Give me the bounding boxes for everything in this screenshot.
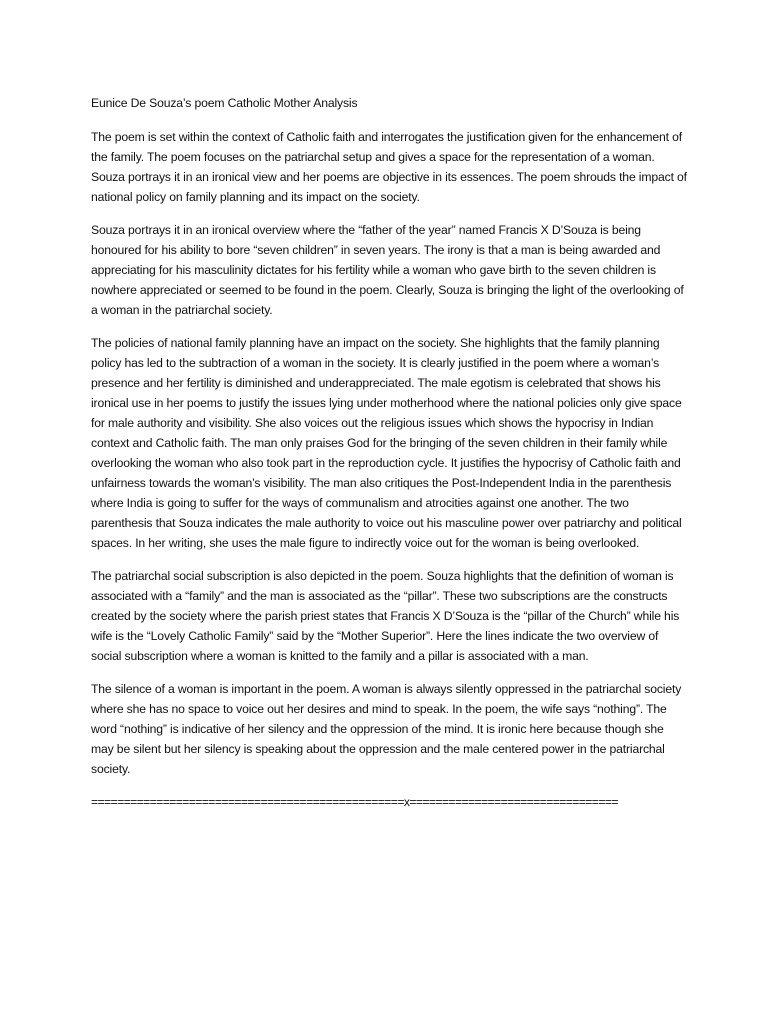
paragraph-5: The silence of a woman is important in the poem. A woman is always silently oppressed in the patriarchal society where she has no space to voice out her desires and mind to speak. In the poem, the wife says “nothing”. The word “nothing” is indicative of her silency and the oppression of the mind. It is ironic here because though she may be silent but her silency is speaking about the oppression and the male centered power in the patriarchal society.: [91, 682, 682, 776]
paragraph-1: The poem is set within the context of Catholic faith and interrogates the justification given for the enhancement of the family. The poem focuses on the patriarchal setup and gives a space for the representation of a woman. Souza portrays it in an ironical view and her poems are objective in its essences. The poem shrouds the impact of national policy on family planning and its impact on the society.: [91, 130, 687, 204]
paragraph-3: The policies of national family planning have an impact on the society. She highlights that the family planning policy has led to the subtraction of a woman in the society. It is clearly justified in the poem where a woman’s presence and her fertility is diminished and underappreciated. The male egotism is celebrated that shows his ironical use in her poems to justify the issues lying under motherhood where the national policies only give space for male authority and visibility. She also voices out the religious issues which shows the hypocrisy in Indian context and Catholic faith. The man only praises God for the bringing of the seven children in their family while overlooking the woman who also took part in the reproduction cycle. It justifies the hypocrisy of Catholic faith and unfairness towards the woman’s visibility. The man also critiques the Post-Independent India in the parenthesis where India is going to suffer for the ways of communalism and atrocities against one another. The two parenthesis that Souza indicates the male authority to voice out his masculine power over patriarchy and political spaces. In her writing, she uses the male figure to indirectly voice out for the woman is being overlooked.: [91, 336, 682, 550]
section-divider: ================================================x================================: [91, 795, 618, 809]
document-title: Eunice De Souza’s poem Catholic Mother Analysis: [91, 96, 358, 110]
paragraph-4: The patriarchal social subscription is also depicted in the poem. Souza highlights that the definition of woman is associated with a “family” and the man is associated as the “pillar”. These two subscriptions are the constructs created by the society where the parish priest states that Francis X D’Souza is the “pillar of the Church” while his wife is the “Lovely Catholic Family” said by the “Mother Superior”. Here the lines indicate the two overview of social subscription where a woman is knitted to the family and a pillar is associated with a man.: [91, 569, 680, 663]
paragraph-2: Souza portrays it in an ironical overview where the “father of the year” named Francis X D’Souza is being honoured for his ability to bore “seven children” in seven years. The irony is that a man is being awarded and appreciating for his masculinity dictates for his fertility while a woman who gave birth to the seven children is nowhere appreciated or seemed to be found in the poem. Clearly, Souza is bringing the light of the overlooking of a woman in the patriarchal society.: [91, 223, 684, 317]
document-page: [91, 93, 687, 812]
